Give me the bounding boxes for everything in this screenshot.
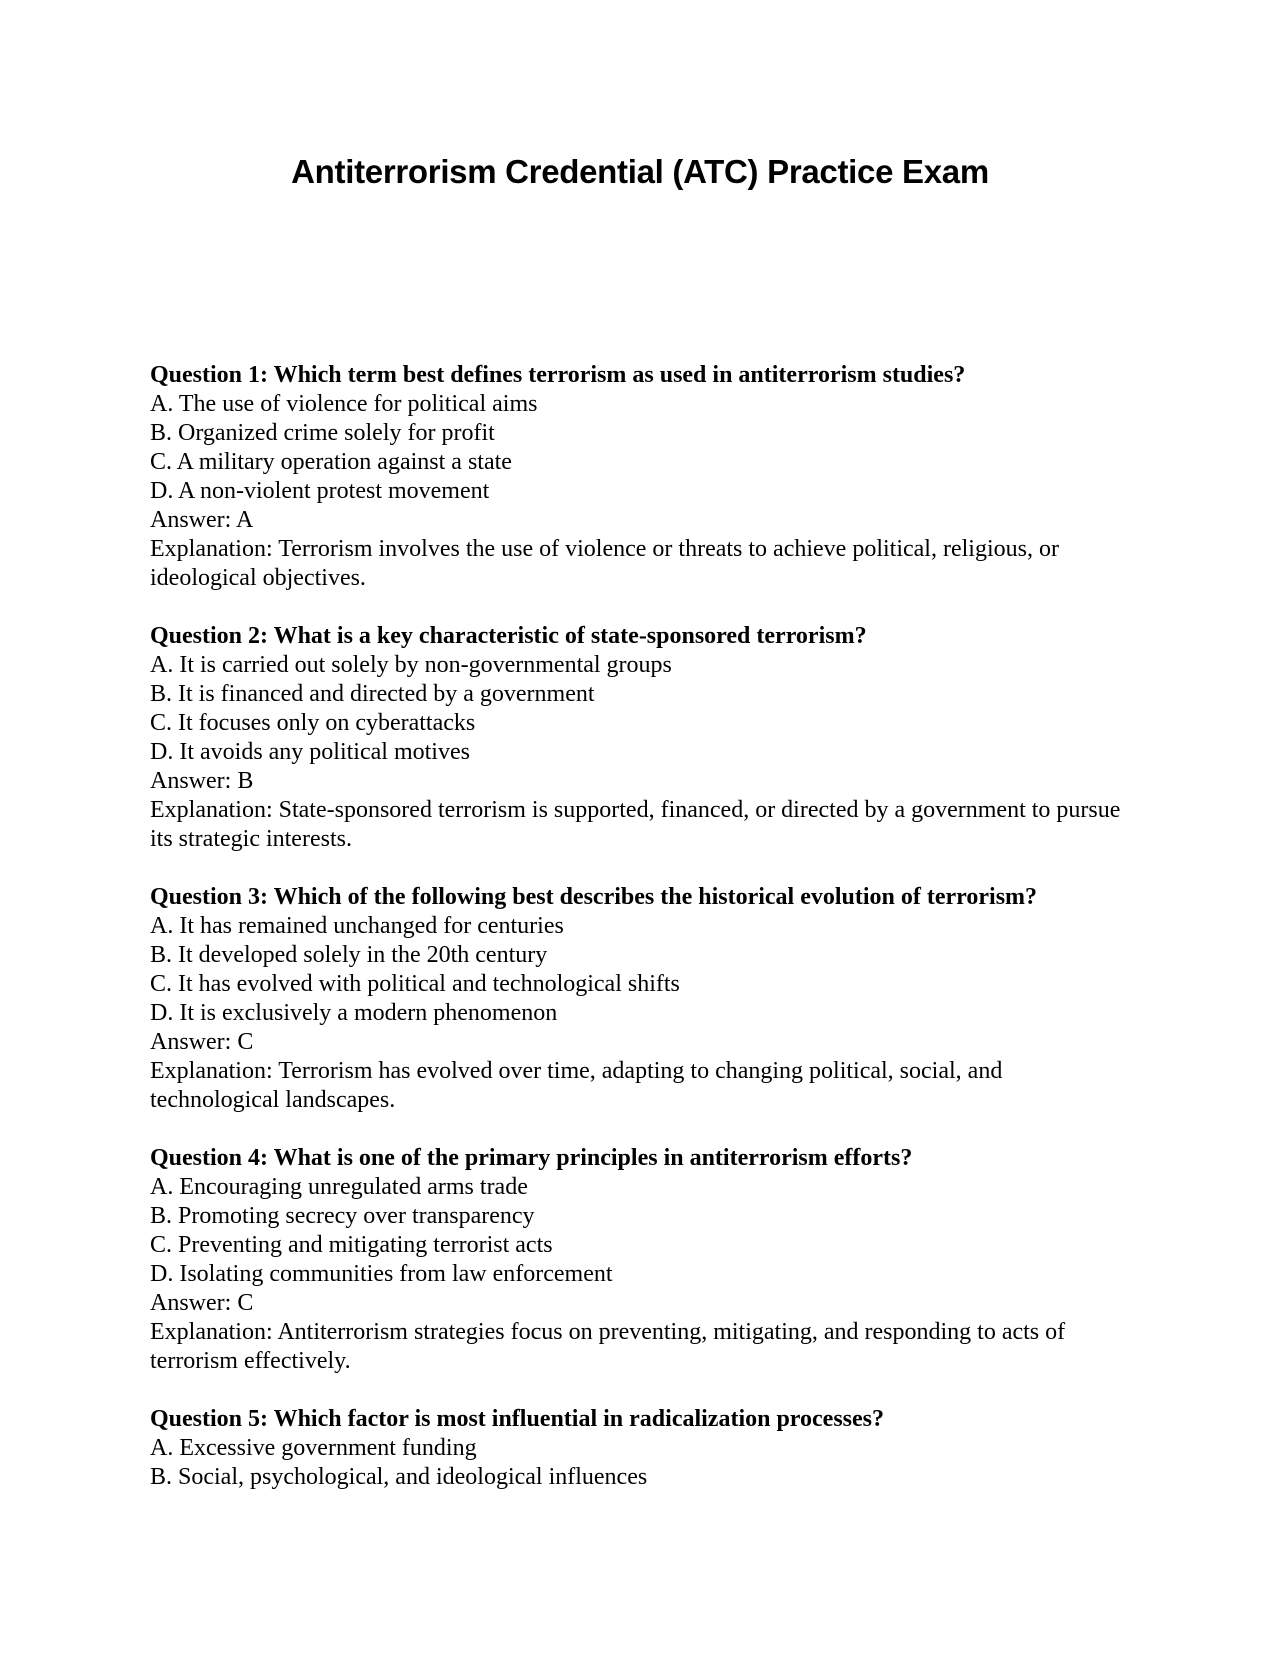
answer-option: D. Isolating communities from law enforcement <box>150 1261 613 1287</box>
question-block <box>150 622 1130 854</box>
page-title: Antiterrorism Credential (ATC) Practice Exam <box>291 153 989 190</box>
answer-option: B. Promoting secrecy over transparency <box>150 1203 535 1229</box>
question-block <box>150 1144 1130 1376</box>
answer-explanation: Explanation: Terrorism involves the use of violence or threats to achieve political, religious, or ideological objectives. <box>150 536 1059 591</box>
answer-option: A. The use of violence for political aims <box>150 391 538 417</box>
answer-option: B. It developed solely in the 20th century <box>150 942 548 968</box>
question-heading: Question 5: Which factor is most influential in radicalization processes? <box>150 1406 885 1432</box>
answer-explanation: Explanation: State-sponsored terrorism is supported, financed, or directed by a government to pursue its strategic interests. <box>150 797 1121 852</box>
answer-option: A. Excessive government funding <box>150 1435 477 1461</box>
answer-option: B. Social, psychological, and ideological influences <box>150 1464 648 1490</box>
answer-explanation: Explanation: Antiterrorism strategies focus on preventing, mitigating, and responding to acts of terrorism effectively. <box>150 1319 1066 1374</box>
question-heading: Question 1: Which term best defines terrorism as used in antiterrorism studies? <box>150 362 966 388</box>
answer-option: A. Encouraging unregulated arms trade <box>150 1174 528 1200</box>
answer-option: B. Organized crime solely for profit <box>150 420 495 446</box>
correct-answer: Answer: B <box>150 768 254 794</box>
question-heading: Question 2: What is a key characteristic of state-sponsored terrorism? <box>150 623 867 649</box>
question-block <box>150 361 1130 593</box>
answer-option: A. It is carried out solely by non-governmental groups <box>150 652 672 678</box>
answer-option: D. A non-violent protest movement <box>150 478 490 504</box>
question-heading: Question 4: What is one of the primary principles in antiterrorism efforts? <box>150 1145 913 1171</box>
correct-answer: Answer: C <box>150 1290 254 1316</box>
answer-option: A. It has remained unchanged for centuries <box>150 913 564 939</box>
question-block <box>150 883 1130 1115</box>
correct-answer: Answer: C <box>150 1029 254 1055</box>
answer-option: D. It avoids any political motives <box>150 739 470 765</box>
question-block <box>150 1405 1130 1492</box>
answer-option: C. It focuses only on cyberattacks <box>150 710 476 736</box>
answer-option: C. A military operation against a state <box>150 449 512 475</box>
correct-answer: Answer: A <box>150 507 254 533</box>
question-heading: Question 3: Which of the following best describes the historical evolution of terrorism? <box>150 884 1038 910</box>
question-list <box>150 361 1130 1521</box>
answer-option: D. It is exclusively a modern phenomenon <box>150 1000 558 1026</box>
answer-option: B. It is financed and directed by a government <box>150 681 595 707</box>
answer-option: C. Preventing and mitigating terrorist acts <box>150 1232 553 1258</box>
answer-explanation: Explanation: Terrorism has evolved over time, adapting to changing political, social, and technological landscapes. <box>150 1058 1003 1113</box>
answer-option: C. It has evolved with political and technological shifts <box>150 971 680 997</box>
